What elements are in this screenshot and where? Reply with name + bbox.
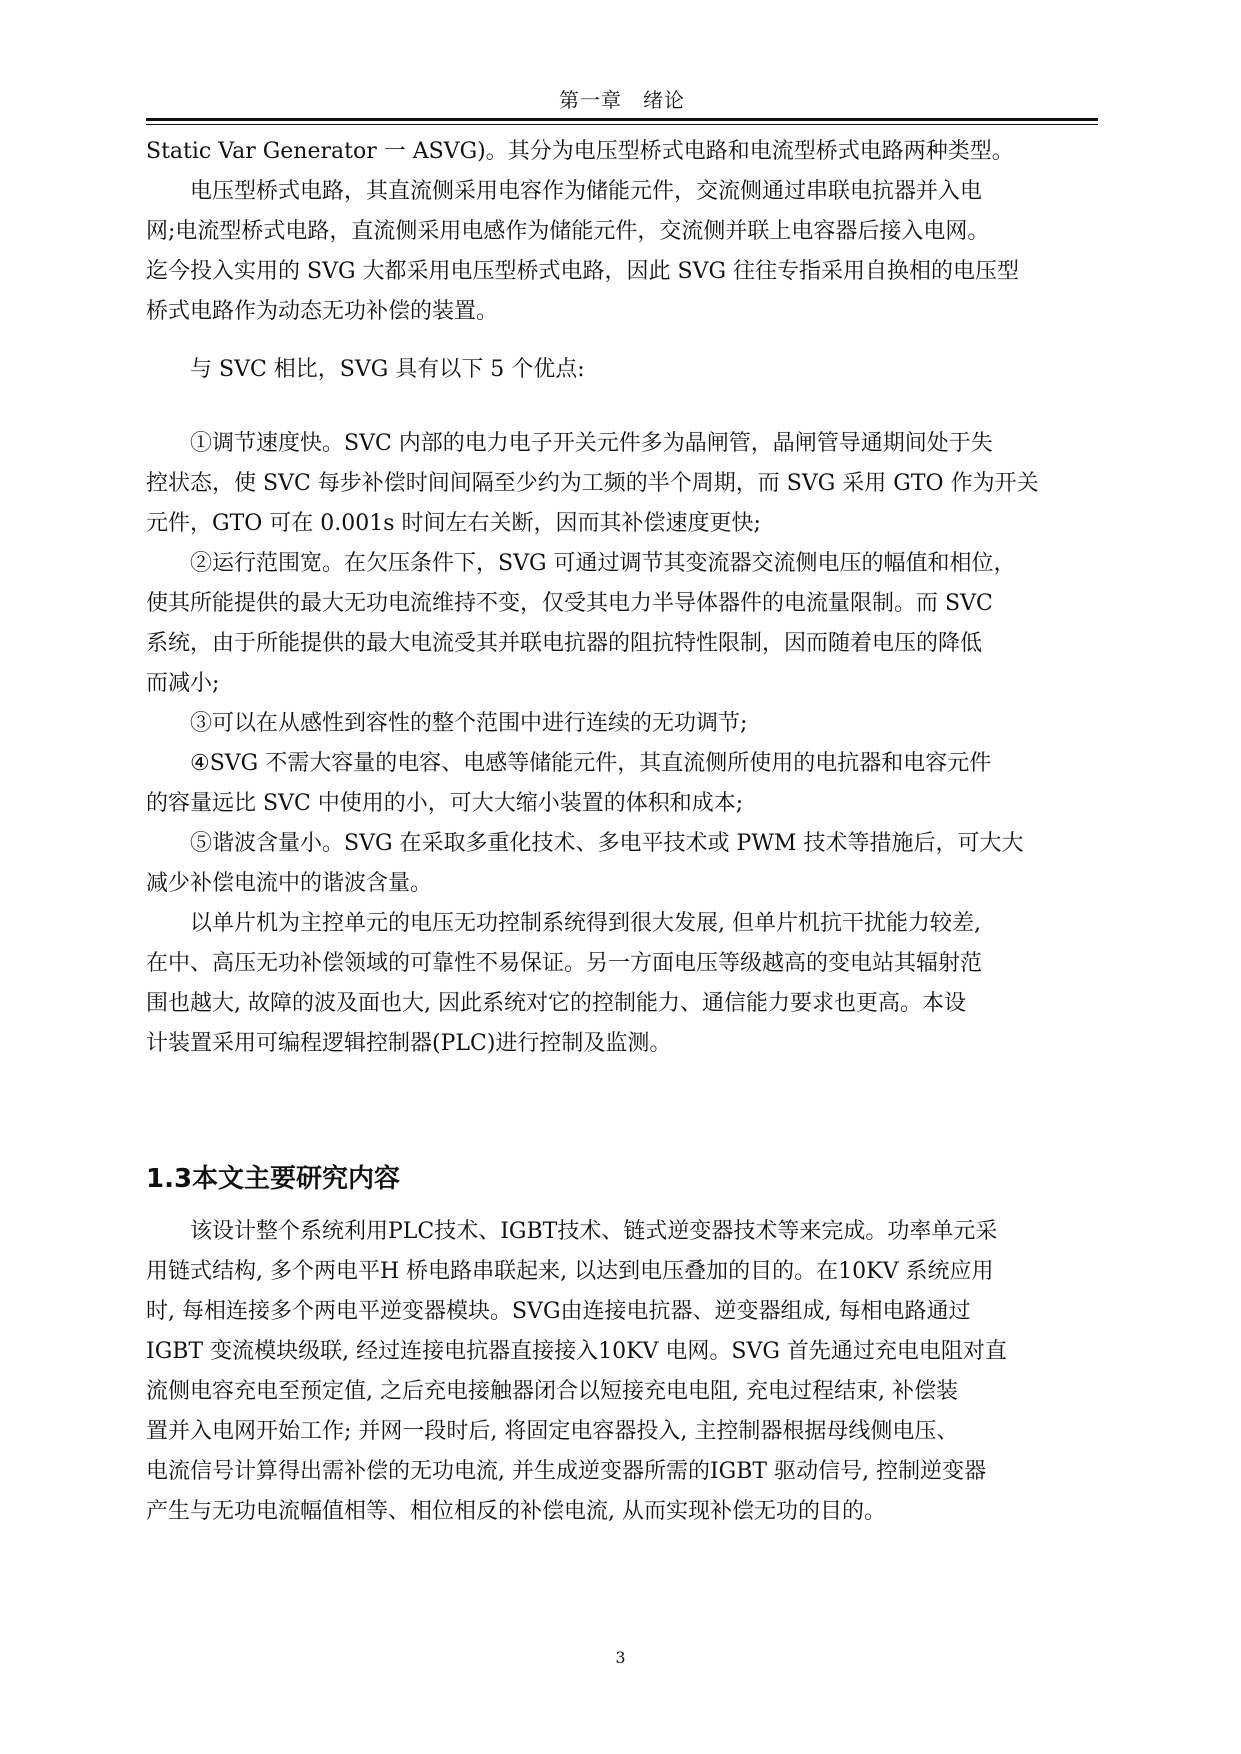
section-heading: 1.3本文主要研究内容 [146,1164,401,1194]
body-line: 置并入电网开始工作; 并网一段时后, 将固定电容器投入, 主控制器根据母线侧电压、 [146,1419,959,1444]
body-line: 使其所能提供的最大无功电流维持不变，仅受其电力半导体器件的电流量限制。而 SVC [146,591,993,616]
paragraph-block-3 [146,1212,1098,1532]
body-line: ①调节速度快。SVC 内部的电力电子开关元件多为晶闸管，晶闸管导通期间处于失 [190,431,993,456]
advantages-intro-block [146,350,1098,390]
body-line: 网;电流型桥式电路，直流侧采用电感作为储能元件，交流侧并联上电容器后接入电网。 [146,219,990,244]
body-line: 电压型桥式电路，其直流侧采用电容作为储能元件，交流侧通过串联电抗器并入电 [190,179,983,204]
body-line: 该设计整个系统利用PLC技术、IGBT技术、链式逆变器技术等来完成。功率单元采 [190,1219,998,1244]
body-line: ②运行范围宽。在欠压条件下，SVG 可通过调节其变流器交流侧电压的幅值和相位， [190,551,1016,576]
body-line: 的容量远比 SVC 中使用的小，可大大缩小装置的体积和成本; [146,791,744,816]
body-line: 以单片机为主控单元的电压无功控制系统得到很大发展, 但单片机抗干扰能力较差, [190,911,981,936]
body-line: 系统，由于所能提供的最大电流受其并联电抗器的阻抗特性限制，因而随着电压的降低 [146,631,983,656]
body-line: IGBT 变流模块级联, 经过连接电抗器直接接入10KV 电网。SVG 首先通过充电电阻对直 [146,1339,1007,1364]
body-line: 控状态，使 SVC 每步补偿时间间隔至少约为工频的半个周期，而 SVG 采用 GTO 作为开关 [146,471,1039,496]
page-number: 3 [615,1648,626,1667]
body-line: 在中、高压无功补偿领域的可靠性不易保证。另一方面电压等级越高的变电站其辐射范 [146,951,983,976]
body-line: 元件，GTO 可在 0.001s 时间左右关断，因而其补偿速度更快; [146,511,761,536]
body-line: ⑤谐波含量小。SVG 在采取多重化技术、多电平技术或 PWM 技术等措施后，可大大 [190,831,1024,856]
body-line: ③可以在从感性到容性的整个范围中进行连续的无功调节; [190,711,748,736]
body-line: 时, 每相连接多个两电平逆变器模块。SVG由连接电抗器、逆变器组成, 每相电路通过 [146,1299,971,1324]
body-line: 迄今投入实用的 SVG 大都采用电压型桥式电路，因此 SVG 往往专指采用自换相的电压型 [146,259,1020,284]
body-line: 桥式电路作为动态无功补偿的装置。 [146,299,499,324]
body-line: Static Var Generator 一 ASVG)。其分为电压型桥式电路和电流型桥式电路两种类型。 [146,139,1014,164]
body-line: 流侧电容充电至预定值, 之后充电接触器闭合以短接充电电阻, 充电过程结束, 补偿装 [146,1379,958,1404]
body-line: 围也越大, 故障的波及面也大, 因此系统对它的控制能力、通信能力要求也更高。本设 [146,991,966,1016]
paragraph-block-1 [146,132,1098,332]
body-line: ④SVG 不需大容量的电容、电感等储能元件，其直流侧所使用的电抗器和电容元件 [190,751,992,776]
header-rule-thin [146,124,1098,125]
body-line: 用链式结构, 多个两电平H 桥电路串联起来, 以达到电压叠加的目的。在10KV 系统应用 [146,1259,994,1284]
running-header: 第一章 绪论 [559,88,685,112]
header-rule-thick [146,118,1098,121]
body-line: 计装置采用可编程逻辑控制器(PLC)进行控制及监测。 [146,1031,672,1056]
body-line: 产生与无功电流幅值相等、相位相反的补偿电流, 从而实现补偿无功的目的。 [146,1499,886,1524]
paragraph-block-2 [146,424,1098,1064]
body-line: 电流信号计算得出需补偿的无功电流, 并生成逆变器所需的IGBT 驱动信号, 控制逆变器 [146,1459,987,1484]
body-line: 而减小; [146,671,220,696]
advantages-intro: 与 SVC 相比，SVG 具有以下 5 个优点: [190,357,585,382]
body-line: 减少补偿电流中的谐波含量。 [146,871,433,896]
